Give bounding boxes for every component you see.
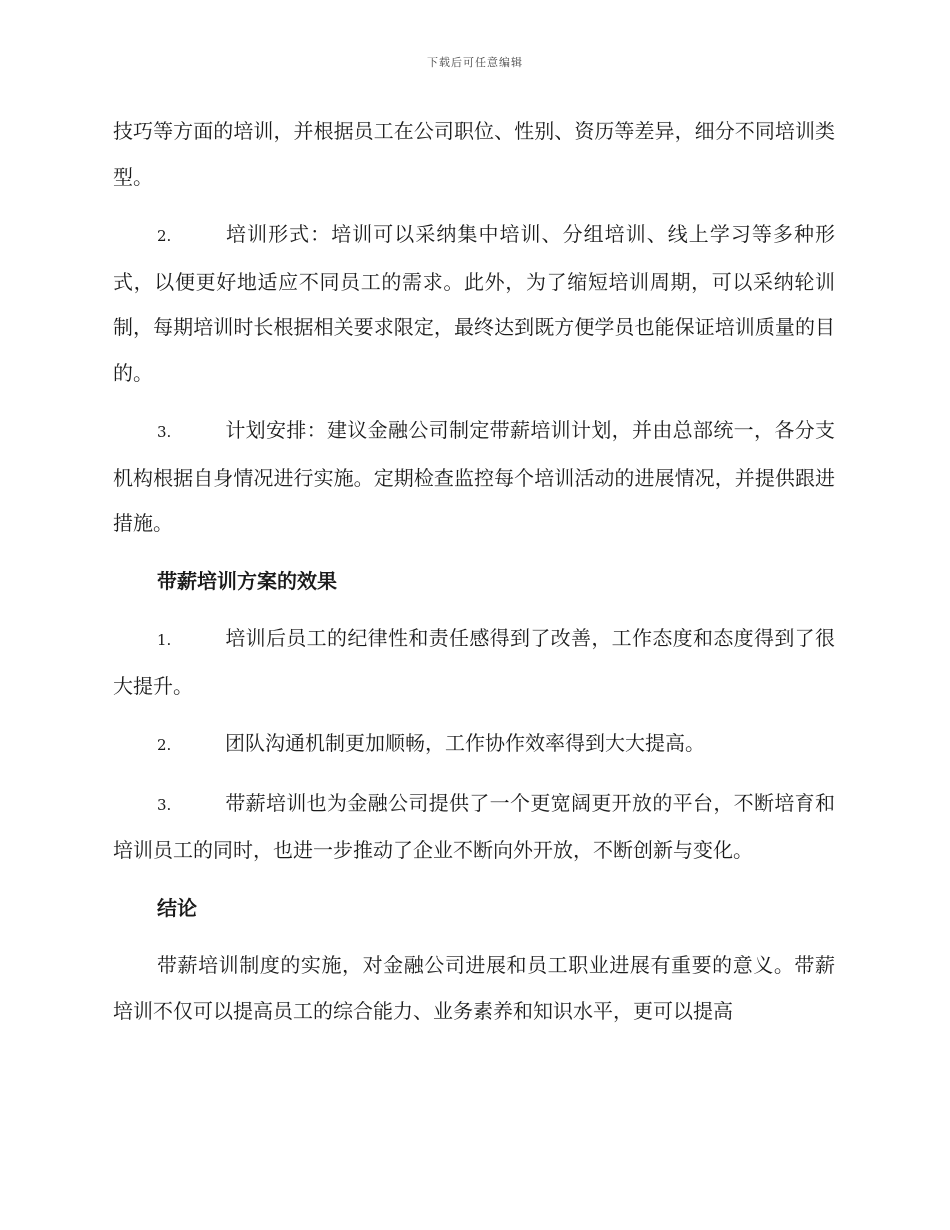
- document-body: [113, 109, 835, 1046]
- list-item: [113, 616, 835, 709]
- list-number: 2.: [157, 736, 172, 754]
- section-heading: 带薪培训方案的效果: [157, 568, 337, 593]
- list-item: [113, 721, 835, 769]
- list-item-text: 团队沟通机制更加顺畅，工作协作效率得到大大提高。: [225, 731, 705, 755]
- list-item-text: 计划安排：建议金融公司制定带薪培训计划，并由总部统一，各分支机构根据自身情况进行实施。定期检查监控每个培训活动的进展情况，并提供跟进措施。: [113, 418, 835, 535]
- paragraph: [113, 943, 835, 1034]
- section-heading: 结论: [157, 895, 197, 920]
- paragraph-text: 技巧等方面的培训，并根据员工在公司职位、性别、资历等差异，细分不同培训类型。: [113, 119, 835, 189]
- page-header: 下载后可任意编辑: [427, 56, 523, 69]
- list-number: 3.: [157, 795, 172, 814]
- list-number: 2.: [157, 227, 172, 245]
- list-item: [113, 212, 835, 396]
- list-item-text: 培训形式：培训可以采纳集中培训、分组培训、线上学习等多种形式，以便更好地适应不同员工的需求。此外，为了缩短培训周期，可以采纳轮训制，每期培训时长根据相关要求限定，最终达到既方便学员也能保证培训质量的目的。: [113, 222, 835, 385]
- paragraph: [113, 109, 835, 200]
- list-item-text: 带薪培训也为金融公司提供了一个更宽阔更开放的平台，不断培育和培训员工的同时，也进一步推动了企业不断向外开放，不断创新与变化。: [113, 790, 835, 862]
- list-number: 3.: [157, 423, 172, 441]
- list-number: 1.: [157, 631, 172, 649]
- list-item: [113, 408, 835, 547]
- paragraph-text: 带薪培训制度的实施，对金融公司进展和员工职业进展有重要的意义。带薪培训不仅可以提高员工的综合能力、业务素养和知识水平，更可以提高: [113, 953, 835, 1023]
- list-item-text: 培训后员工的纪律性和责任感得到了改善，工作态度和态度得到了很大提升。: [113, 626, 835, 698]
- list-item: [113, 781, 835, 874]
